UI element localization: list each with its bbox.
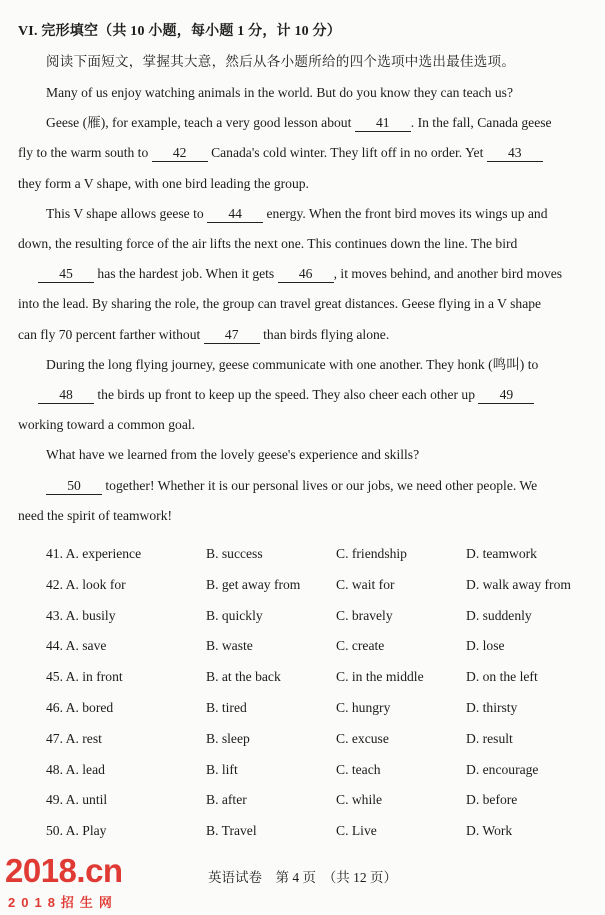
option-b[interactable]: B. success — [206, 546, 263, 561]
blank-50[interactable]: 50 — [46, 478, 102, 495]
passage-line: 50 together! Whether it is our personal lives or our jobs, we need other people. We — [18, 471, 588, 501]
passage-line: need the spirit of teamwork! — [18, 507, 173, 523]
passage-line: fly to the warm south to 42 Canada's cold winter. They lift off in no order. Yet 43 — [18, 138, 588, 168]
option-a[interactable]: 41. A. experience — [46, 546, 142, 561]
blank-43[interactable]: 43 — [487, 145, 543, 162]
option-d[interactable]: D. walk away from — [466, 576, 571, 592]
option-c[interactable]: C. create — [336, 638, 385, 654]
passage-line: What have we learned from the lovely geese's experience and skills? — [46, 447, 420, 463]
passage-line: working toward a common goal. — [18, 417, 196, 433]
option-a[interactable]: 47. A. rest — [46, 730, 102, 746]
option-c[interactable]: C. wait for — [336, 576, 395, 592]
option-a[interactable]: 48. A. lead — [46, 761, 105, 777]
passage-line: Geese (雁), for example, teach a very good lesson about 41 . In the fall, Canada geese — [46, 115, 552, 131]
option-d[interactable]: D. teamwork — [466, 546, 537, 561]
blank-44[interactable]: 44 — [207, 206, 263, 223]
passage-line: This V shape allows geese to 44 energy. When the front bird moves its wings up and — [46, 205, 548, 221]
option-c[interactable]: C. bravely — [336, 607, 393, 623]
section-heading: VI. 完形填空（共 10 小题，每小题 1 分，计 10 分） — [18, 24, 341, 39]
option-row — [46, 696, 591, 727]
option-row — [46, 542, 591, 573]
option-b[interactable]: B. quickly — [206, 607, 263, 623]
passage-line: down, the resulting force of the air lifts the next one. This continues down the line. The bird — [18, 236, 518, 252]
blank-45[interactable]: 45 — [38, 266, 94, 283]
watermark-subtext: 2018招生网 — [8, 895, 118, 910]
option-row — [46, 788, 591, 819]
option-d[interactable]: D. result — [466, 730, 513, 746]
blank-46[interactable]: 46 — [278, 266, 334, 283]
option-a[interactable]: 44. A. save — [46, 638, 107, 654]
instructions: 阅读下面短文，掌握其大意，然后从各小题所给的四个选项中选出最佳选项。 — [46, 54, 516, 69]
option-row — [46, 758, 591, 789]
option-d[interactable]: D. Work — [466, 823, 513, 839]
option-d[interactable]: D. before — [466, 792, 518, 808]
blank-47[interactable]: 47 — [204, 327, 260, 344]
blank-49[interactable]: 49 — [478, 387, 534, 404]
option-d[interactable]: D. on the left — [466, 669, 538, 685]
option-b[interactable]: B. Travel — [206, 823, 257, 839]
option-d[interactable]: D. thirsty — [466, 699, 518, 715]
option-b[interactable]: B. sleep — [206, 730, 250, 746]
option-d[interactable]: D. lose — [466, 638, 505, 654]
blank-41[interactable]: 41 — [355, 115, 411, 132]
option-row — [46, 634, 591, 665]
option-d[interactable]: D. encourage — [466, 761, 539, 777]
passage-line: 48 the birds up front to keep up the speed. They also cheer each other up 49 — [18, 380, 588, 410]
option-c[interactable]: C. hungry — [336, 699, 391, 715]
option-a[interactable]: 45. A. in front — [46, 669, 123, 685]
passage-line: Many of us enjoy watching animals in the world. But do you know they can teach us? — [46, 85, 513, 100]
option-b[interactable]: B. at the back — [206, 669, 281, 685]
option-a[interactable]: 43. A. busily — [46, 607, 116, 623]
option-b[interactable]: B. lift — [206, 761, 238, 777]
option-row — [46, 727, 591, 758]
blank-48[interactable]: 48 — [38, 387, 94, 404]
option-c[interactable]: C. while — [336, 792, 383, 808]
option-row — [46, 819, 591, 850]
option-c[interactable]: C. excuse — [336, 730, 389, 746]
option-c[interactable]: C. friendship — [336, 546, 407, 561]
watermark-text: 2018.cn — [5, 852, 123, 889]
watermark-logo — [3, 852, 153, 912]
passage-line: 45 has the hardest job. When it gets 46 , it moves behind, and another bird moves — [18, 259, 588, 289]
option-row — [46, 604, 591, 635]
option-c[interactable]: C. Live — [336, 823, 377, 839]
option-b[interactable]: B. tired — [206, 699, 247, 715]
page-footer: 英语试卷 第 4 页 （共 12 页） — [208, 870, 397, 885]
passage-line: they form a V shape, with one bird leading the group. — [18, 175, 309, 191]
passage-line: can fly 70 percent farther without 47 than birds flying alone. — [18, 326, 390, 342]
option-a[interactable]: 42. A. look for — [46, 576, 126, 592]
option-b[interactable]: B. after — [206, 792, 247, 808]
option-d[interactable]: D. suddenly — [466, 607, 532, 623]
option-a[interactable]: 50. A. Play — [46, 823, 107, 839]
option-b[interactable]: B. waste — [206, 638, 253, 654]
passage — [18, 78, 588, 531]
option-row — [46, 573, 591, 604]
option-row — [46, 665, 591, 696]
blank-42[interactable]: 42 — [152, 145, 208, 162]
option-c[interactable]: C. teach — [336, 761, 381, 777]
option-c[interactable]: C. in the middle — [336, 669, 424, 685]
option-b[interactable]: B. get away from — [206, 576, 301, 592]
option-a[interactable]: 46. A. bored — [46, 699, 114, 715]
option-a[interactable]: 49. A. until — [46, 792, 108, 808]
passage-line: into the lead. By sharing the role, the group can travel great distances. Geese flying in a V shape — [18, 296, 542, 312]
options-list — [46, 542, 591, 850]
passage-line: During the long flying journey, geese communicate with one another. They honk (鸣叫) to — [46, 356, 539, 372]
